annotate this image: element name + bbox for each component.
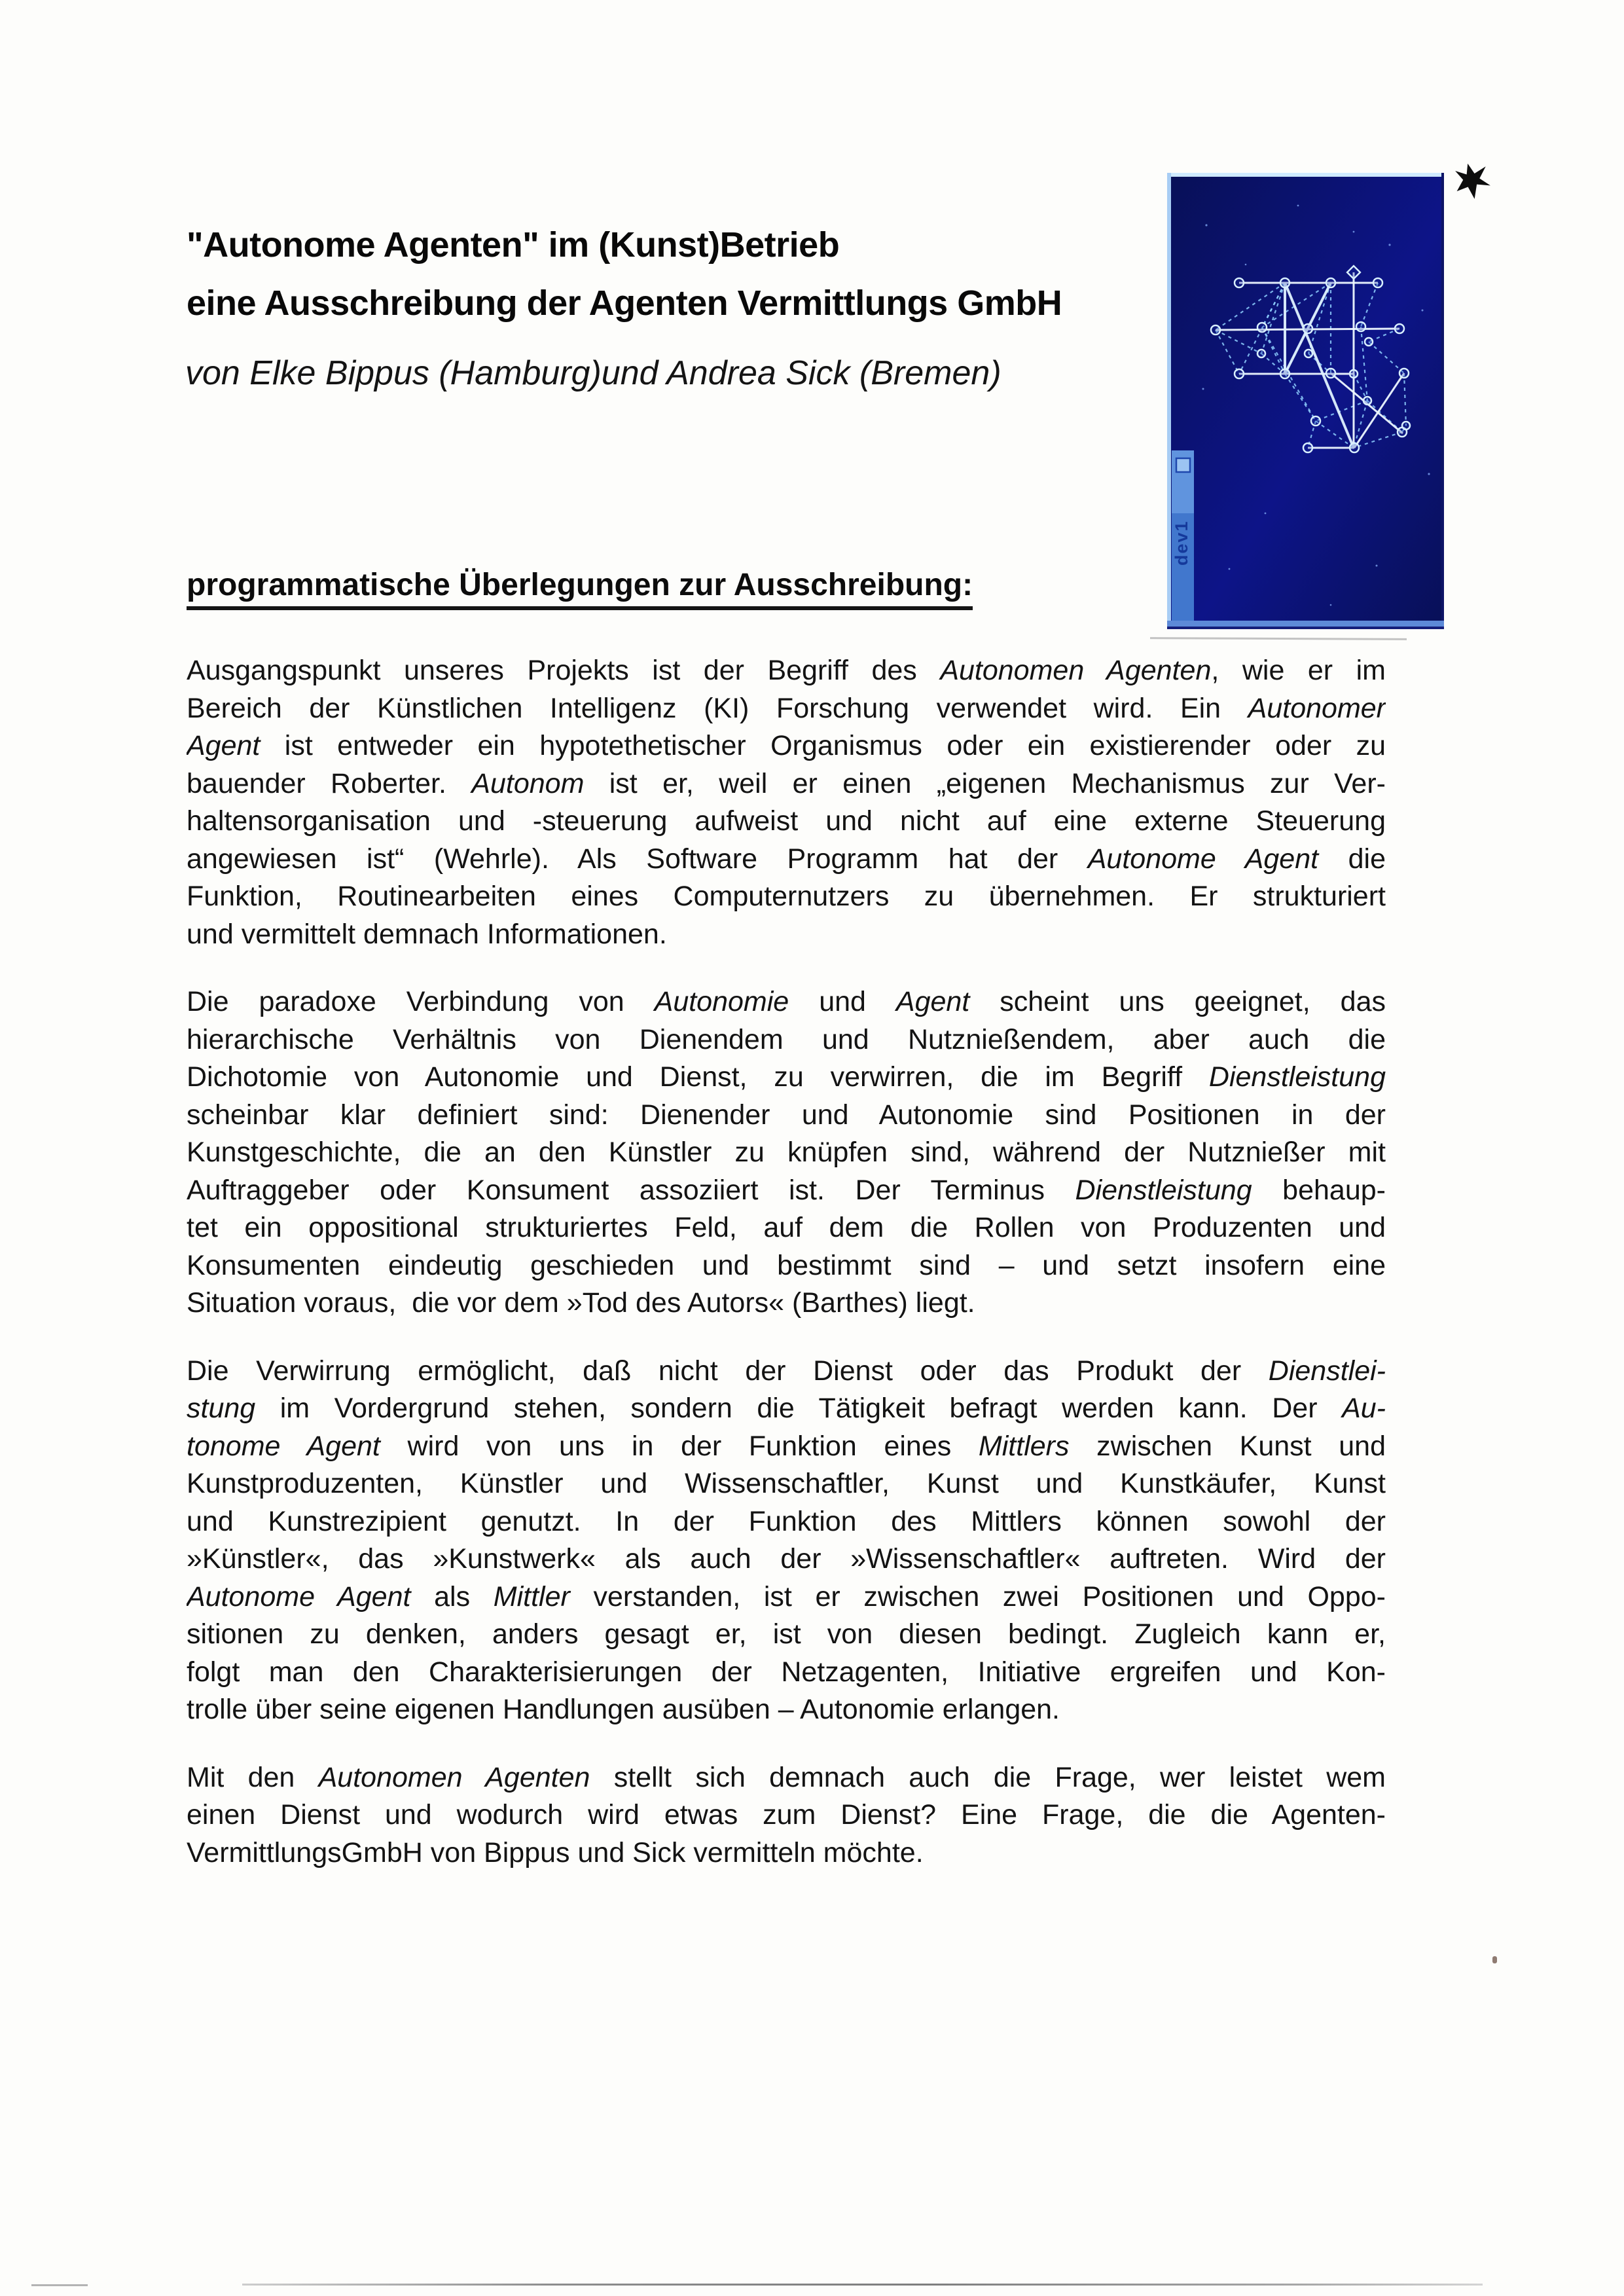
text-line: Ausgangspunkt unseres Projekts ist der Begriff des Autonomen Agenten, wie er im — [187, 655, 1386, 686]
paragraph — [187, 1759, 1386, 1872]
text-line: tonome Agent wird von uns in der Funktion eines Mittlers zwischen Kunst und — [187, 1430, 1386, 1462]
text-line: Situation voraus, die vor dem »Tod des Autors« (Barthes) liegt. — [187, 1287, 975, 1319]
text-line: Agent ist entweder ein hypotethetischer Organismus oder ein existierender oder zu — [187, 730, 1386, 761]
text-line: haltensorganisation und -steuerung aufweist und nicht auf eine externe Steuerung — [187, 805, 1386, 837]
title-line-2: eine Ausschreibung der Agenten Vermittlungs GmbH — [187, 283, 1062, 323]
text-line: Kunstproduzenten, Künstler und Wissenschaftler, Kunst und Kunstkäufer, Kunst — [187, 1468, 1386, 1499]
text-line: Konsumenten eindeutig geschieden und bestimmt sind – und setzt insofern eine — [187, 1249, 1386, 1281]
paragraph — [187, 652, 1386, 953]
network-graph — [1167, 173, 1444, 629]
figure-bottom-strip — [1167, 621, 1444, 627]
figure-top-edge — [1167, 173, 1444, 177]
document-title — [187, 216, 1208, 333]
paragraph — [187, 1353, 1386, 1729]
title-line-1: "Autonome Agenten" im (Kunst)Betrieb — [187, 225, 840, 264]
figure-side-label: dev1 — [1172, 520, 1191, 566]
text-line: »Künstler«, das »Kunstwerk« als auch der »Wissenschaftler« auftreten. Wird der — [187, 1543, 1386, 1575]
text-line: VermittlungsGmbH von Bippus und Sick vermitteln möchte. — [187, 1836, 924, 1868]
text-line: und vermittelt demnach Informationen. — [187, 918, 667, 950]
bottom-scan-line-long — [242, 2284, 1483, 2286]
scan-artifact-line-under-figure — [1150, 637, 1407, 640]
figure-left-edge — [1167, 173, 1171, 629]
scan-speck — [1492, 1956, 1497, 1963]
text-line: scheinbar klar definiert sind: Dienender und Autonomie sind Positionen in der — [187, 1099, 1386, 1131]
paragraph — [187, 983, 1386, 1322]
text-line: Mit den Autonomen Agenten stellt sich demnach auch die Frage, wer leistet wem — [187, 1761, 1386, 1793]
text-line: Kunstgeschichte, die an den Künstler zu knüpfen sind, während der Nutznießer mit — [187, 1137, 1386, 1168]
text-line: Auftraggeber oder Konsument assoziiert ist. Der Terminus Dienstleistung behaup- — [187, 1174, 1386, 1206]
text-line: einen Dienst und wodurch wird etwas zum Dienst? Eine Frage, die die Agenten- — [187, 1799, 1386, 1831]
ink-star-mark — [1452, 161, 1492, 202]
text-line: Bereich der Künstlichen Intelligenz (KI) Forschung verwendet wird. Ein Autonomer — [187, 692, 1386, 724]
text-line: bauender Roberter. Autonom ist er, weil er einen „eigenen Mechanismus zur Ver- — [187, 767, 1386, 799]
text-line: trolle über seine eigenen Handlungen ausüben – Autonomie erlangen. — [187, 1694, 1060, 1725]
text-line: folgt man den Charakterisierungen der Netzagenten, Initiative ergreifen und Kon- — [187, 1656, 1386, 1688]
text-line: Funktion, Routinearbeiten eines Computernutzers zu übernehmen. Er strukturiert — [187, 881, 1386, 912]
figure-right-edge — [1441, 173, 1444, 629]
text-line: Die paradoxe Verbindung von Autonomie und Agent scheint uns geeignet, das — [187, 986, 1386, 1017]
text-line: Autonome Agent als Mittler verstanden, ist er zwischen zwei Positionen und Oppo- — [187, 1580, 1386, 1613]
text-line: Die Verwirrung ermöglicht, daß nicht der Dienst oder das Produkt der Dienstlei- — [187, 1355, 1386, 1387]
figure-image — [1167, 173, 1444, 629]
figure-bottom-edge — [1167, 627, 1444, 629]
figure-background — [1167, 173, 1444, 629]
text-line: stung im Vordergrund stehen, sondern die Tätigkeit befragt werden kann. Der Au- — [187, 1393, 1386, 1424]
text-line: hierarchische Verhältnis von Dienendem und Nutznießendem, aber auch die — [187, 1023, 1386, 1055]
body-paragraphs — [187, 652, 1386, 1902]
figure-side-bar — [1172, 450, 1194, 625]
text-line: Dichotomie von Autonomie und Dienst, zu verwirren, die im Begriff Dienstleistung — [187, 1061, 1386, 1093]
text-line: sitionen zu denken, anders gesagt er, ist von diesen bedingt. Zugleich kann er, — [187, 1618, 1386, 1650]
bottom-scan-line-short — [31, 2284, 88, 2286]
text-line: tet ein oppositional strukturiertes Feld, auf dem die Rollen von Produzenten und — [187, 1212, 1386, 1243]
text-line: und Kunstrezipient genutzt. In der Funktion des Mittlers können sowohl der — [187, 1505, 1386, 1537]
byline: von Elke Bippus (Hamburg)und Andrea Sick (Bremen) — [185, 354, 1001, 392]
section-heading — [187, 567, 973, 610]
ink-star-icon — [1452, 161, 1492, 202]
text-line: angewiesen ist“ (Wehrle). Als Software Programm hat der Autonome Agent die — [187, 843, 1386, 875]
section-heading-text: programmatische Überlegungen zur Ausschreibung: — [187, 567, 973, 610]
